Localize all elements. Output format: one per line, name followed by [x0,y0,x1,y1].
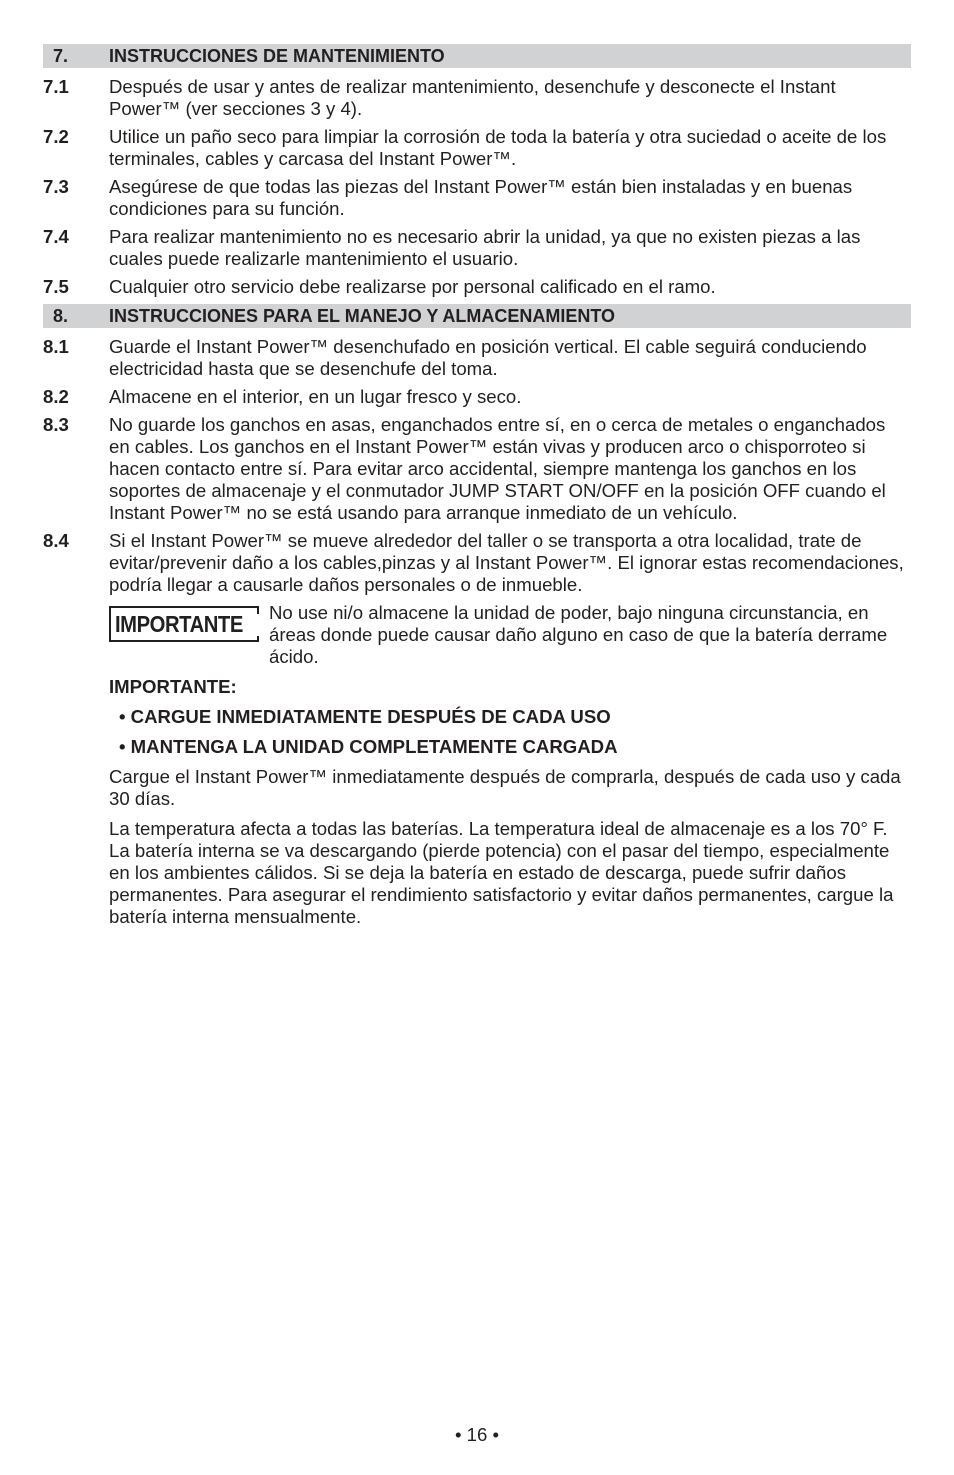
list-item [43,336,911,380]
paragraph: Cargue el Instant Power™ inmediatamente después de comprarla, después de cada uso y cada 30 días. [109,766,901,809]
item-number: 7.1 [43,76,69,97]
list-item [43,414,911,524]
item-text: Para realizar mantenimiento no es necesario abrir la unidad, ya que no existen piezas a las cuales puede realizarle mantenimiento el usuario. [109,226,861,269]
important-badge-label: IMPORTANTE [115,611,243,637]
item-number: 7.4 [43,226,69,247]
bullet-item: • MANTENGA LA UNIDAD COMPLETAMENTE CARGADA [119,736,618,757]
item-text: No guarde los ganchos en asas, enganchados entre sí, en o cerca de metales o enganchados en cables. Los ganchos en el Instant Power™ están vivas y producen arco o chisporroteo si hacen contacto entre sí. Para evitar arco accidental, siempre mantenga los ganchos en los soportes de almacenaje y el conmutador JUMP START ON/OFF en la posición OFF cuando el Instant Power™ no se está usando para arranque inmediato de un vehículo. [109,414,886,523]
item-number: 7.5 [43,276,69,297]
important-label: IMPORTANTE: [109,676,237,697]
item-number: 8.3 [43,414,69,435]
item-text: Después de usar y antes de realizar mantenimiento, desenchufe y desconecte el Instant Power™ (ver secciones 3 y 4). [109,76,836,119]
page-number: • 16 • [454,1424,500,1445]
important-notice [109,602,911,668]
item-text: Asegúrese de que todas las piezas del Instant Power™ están bien instaladas y en buenas condiciones para su función. [109,176,853,219]
section-number: 7. [53,45,69,66]
item-number: 8.2 [43,386,69,407]
item-text: Guarde el Instant Power™ desenchufado en posición vertical. El cable seguirá conduciendo electricidad hasta que se desenchufe del toma. [109,336,867,379]
list-item [43,530,911,596]
section-title: INSTRUCCIONES PARA EL MANEJO Y ALMACENAMIENTO [109,305,616,326]
section-number: 8. [53,305,69,326]
paragraph: La temperatura afecta a todas las baterías. La temperatura ideal de almacenaje es a los 70° F. La batería interna se va descargando (pierde potencia) con el pasar del tiempo, especialmente en los ambientes cálidos. Si se deja la batería en estado de descarga, puede sufrir daños permanentes. Para asegurar el rendimiento satisfactorio y evitar daños permanentes, cargue la batería interna mensualmente. [109,818,894,927]
list-item [43,386,911,408]
item-text: Cualquier otro servicio debe realizarse por personal calificado en el ramo. [109,276,716,297]
list-item [43,276,911,298]
important-section [109,676,911,928]
list-item [43,176,911,220]
item-text: Almacene en el interior, en un lugar fresco y seco. [109,386,522,407]
item-number: 8.4 [43,530,69,551]
section-8-header [43,304,911,328]
bullet-item: • CARGUE INMEDIATAMENTE DESPUÉS DE CADA USO [119,706,611,727]
section-title: INSTRUCCIONES DE MANTENIMIENTO [109,45,445,66]
list-item [43,76,911,120]
item-text: Si el Instant Power™ se mueve alrededor del taller o se transporta a otra localidad, trate de evitar/prevenir daño a los cables,pinzas y al Instant Power™. El ignorar estas recomendaciones, podría llegar a causarle daños personales o de inmueble. [109,530,904,595]
list-item [43,226,911,270]
item-number: 7.3 [43,176,69,197]
list-item [43,126,911,170]
important-badge [109,606,259,642]
item-number: 7.2 [43,126,69,147]
section-7-header [43,44,911,68]
important-notice-text: No use ni/o almacene la unidad de poder, bajo ninguna circunstancia, en áreas donde puede causar daño alguno en caso de que la batería derrame ácido. [269,602,888,667]
item-number: 8.1 [43,336,69,357]
item-text: Utilice un paño seco para limpiar la corrosión de toda la batería y otra suciedad o aceite de los terminales, cables y carcasa del Instant Power™. [109,126,887,169]
manual-page [43,44,911,928]
